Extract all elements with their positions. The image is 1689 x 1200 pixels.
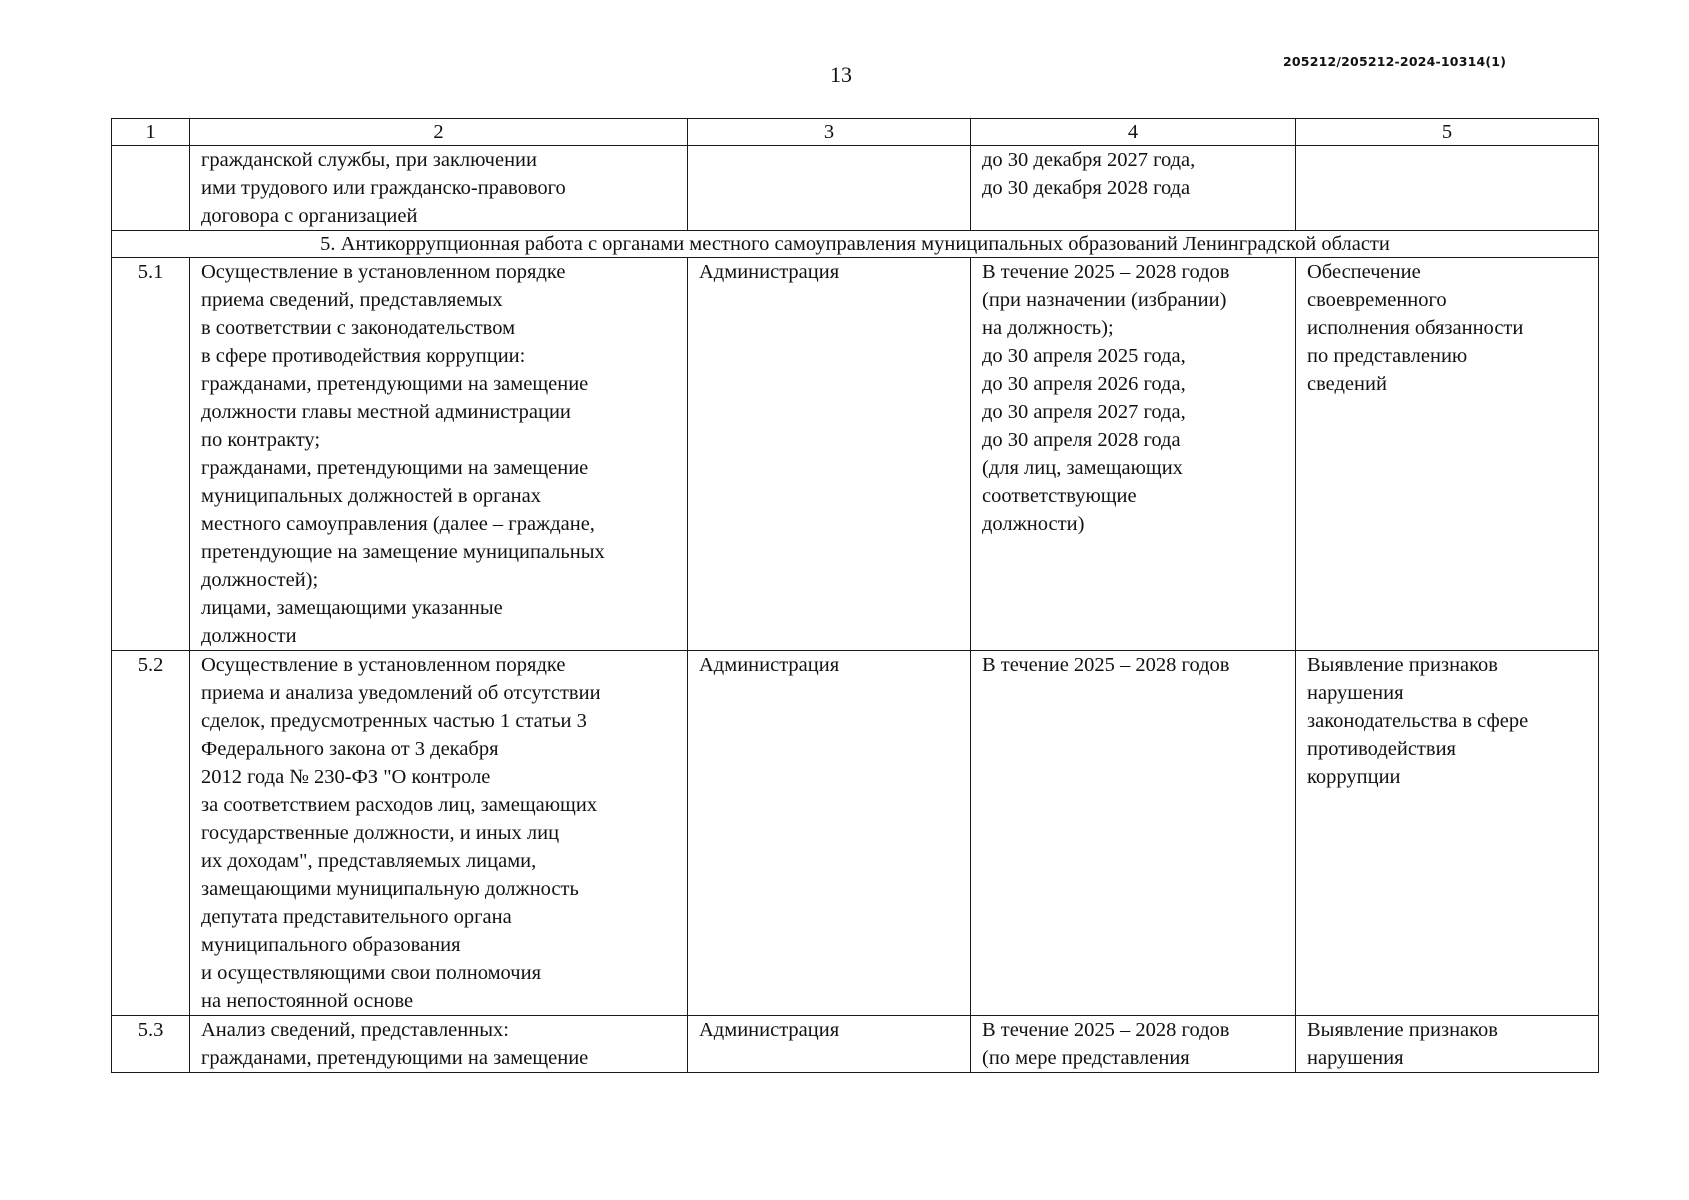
measure-line: Федерального закона от 3 декабря xyxy=(201,738,499,760)
table-row xyxy=(112,651,1599,1016)
result-line: исполнения обязанности xyxy=(1307,317,1524,339)
page-number: 13 xyxy=(830,62,852,87)
executor-cell: Администрация xyxy=(688,1016,971,1073)
measure-line: муниципального образования xyxy=(201,934,461,956)
deadline-cell xyxy=(971,651,1296,1016)
measure-line: за соответствием расходов лиц, замещающих xyxy=(201,794,598,816)
result-lines xyxy=(1307,1016,1588,1072)
measure-lines xyxy=(201,258,677,650)
document-id: 205212/205212-2024-10314(1) xyxy=(1283,54,1507,69)
deadline-line: В течение 2025 – 2028 годов xyxy=(982,654,1230,676)
continuation-measure-line: ими трудового или гражданско-правового xyxy=(201,177,566,199)
deadline-line: соответствующие xyxy=(982,485,1137,507)
measure-line: государственные должности, и иных лиц xyxy=(201,822,560,844)
measure-line: сделок, предусмотренных частью 1 статьи 3 xyxy=(201,710,587,732)
result-line: нарушения xyxy=(1307,682,1404,704)
deadline-line: В течение 2025 – 2028 годов xyxy=(982,261,1230,283)
deadline-lines xyxy=(982,651,1285,679)
continuation-measure-cell xyxy=(190,146,688,231)
measure-line: гражданами, претендующими на замещение xyxy=(201,1047,589,1069)
deadline-line: до 30 апреля 2028 года xyxy=(982,429,1181,451)
table-row xyxy=(112,258,1599,651)
table-row xyxy=(112,1016,1599,1073)
deadline-line: В течение 2025 – 2028 годов xyxy=(982,1019,1230,1041)
measure-lines xyxy=(201,651,677,1015)
executor-cell: Администрация xyxy=(688,651,971,1016)
measure-line: замещающими муниципальную должность xyxy=(201,878,579,900)
deadline-line: должности) xyxy=(982,513,1085,535)
measure-line: лицами, замещающими указанные xyxy=(201,597,503,619)
measure-cell xyxy=(190,1016,688,1073)
result-line: Обеспечение xyxy=(1307,261,1421,283)
measure-cell xyxy=(190,651,688,1016)
column-number-1: 1 xyxy=(112,119,190,146)
column-number-4: 4 xyxy=(971,119,1296,146)
measure-line: Осуществление в установленном порядке xyxy=(201,654,566,676)
measure-line: и осуществляющими свои полномочия xyxy=(201,962,541,984)
row-number: 5.3 xyxy=(112,1016,190,1073)
result-cell xyxy=(1296,1016,1599,1073)
measure-line: по контракту; xyxy=(201,429,321,451)
measure-line: гражданами, претендующими на замещение xyxy=(201,457,589,479)
deadline-line: (при назначении (избрании) xyxy=(982,289,1227,311)
measure-line: гражданами, претендующими на замещение xyxy=(201,373,589,395)
deadline-line: на должность); xyxy=(982,317,1114,339)
continuation-executor-cell xyxy=(688,146,971,231)
measure-line: претендующие на замещение муниципальных xyxy=(201,541,605,563)
measure-line: муниципальных должностей в органах xyxy=(201,485,541,507)
result-line: Выявление признаков xyxy=(1307,1019,1498,1041)
measure-cell xyxy=(190,258,688,651)
column-number-3: 3 xyxy=(688,119,971,146)
result-line: Выявление признаков xyxy=(1307,654,1498,676)
measure-line: должности xyxy=(201,625,297,647)
measure-line: местного самоуправления (далее – граждане, xyxy=(201,513,595,535)
continuation-deadline-line: до 30 декабря 2027 года, xyxy=(982,149,1196,171)
continuation-deadline-cell xyxy=(971,146,1296,231)
plan-table xyxy=(111,118,1599,1073)
measure-lines xyxy=(201,1016,677,1072)
column-number-2: 2 xyxy=(190,119,688,146)
deadline-line: до 30 апреля 2027 года, xyxy=(982,401,1186,423)
result-line: своевременного xyxy=(1307,289,1447,311)
measure-line: должностей); xyxy=(201,569,319,591)
measure-line: приема сведений, представляемых xyxy=(201,289,503,311)
deadline-line: до 30 апреля 2025 года, xyxy=(982,345,1186,367)
deadline-cell xyxy=(971,1016,1296,1073)
continuation-num-cell xyxy=(112,146,190,231)
measure-line: на непостоянной основе xyxy=(201,990,414,1012)
measure-line: их доходам", представляемых лицами, xyxy=(201,850,537,872)
result-line: по представлению xyxy=(1307,345,1468,367)
result-line: сведений xyxy=(1307,373,1387,395)
result-lines xyxy=(1307,651,1588,791)
row-number: 5.1 xyxy=(112,258,190,651)
plan-table-container xyxy=(111,118,1598,1073)
continuation-deadline-lines xyxy=(982,146,1285,202)
result-line: нарушения xyxy=(1307,1047,1404,1069)
result-cell xyxy=(1296,651,1599,1016)
executor-cell: Администрация xyxy=(688,258,971,651)
deadline-lines xyxy=(982,258,1285,538)
deadline-lines xyxy=(982,1016,1285,1072)
deadline-line: (для лиц, замещающих xyxy=(982,457,1183,479)
result-line: коррупции xyxy=(1307,766,1401,788)
column-number-header-row xyxy=(112,119,1599,146)
section-heading-row xyxy=(112,231,1599,258)
column-number-5: 5 xyxy=(1296,119,1599,146)
measure-line: депутата представительного органа xyxy=(201,906,512,928)
continuation-result-cell xyxy=(1296,146,1599,231)
row-number: 5.2 xyxy=(112,651,190,1016)
measure-line: Осуществление в установленном порядке xyxy=(201,261,566,283)
measure-line: должности главы местной администрации xyxy=(201,401,571,423)
continuation-measure-lines xyxy=(201,146,677,230)
result-cell xyxy=(1296,258,1599,651)
measure-line: в сфере противодействия коррупции: xyxy=(201,345,526,367)
deadline-cell xyxy=(971,258,1296,651)
measure-line: 2012 года № 230-ФЗ "О контроле xyxy=(201,766,491,788)
result-lines xyxy=(1307,258,1588,398)
measure-line: Анализ сведений, представленных: xyxy=(201,1019,509,1041)
result-line: противодействия xyxy=(1307,738,1456,760)
result-line: законодательства в сфере xyxy=(1307,710,1529,732)
continuation-measure-line: договора с организацией xyxy=(201,205,418,227)
continuation-measure-line: гражданской службы, при заключении xyxy=(201,149,537,171)
continuation-row xyxy=(112,146,1599,231)
section-title: 5. Антикоррупционная работа с органами местного самоуправления муниципальных образований Ленинградской области xyxy=(112,231,1599,258)
measure-line: приема и анализа уведомлений об отсутствии xyxy=(201,682,601,704)
deadline-line: до 30 апреля 2026 года, xyxy=(982,373,1186,395)
continuation-deadline-line: до 30 декабря 2028 года xyxy=(982,177,1191,199)
deadline-line: (по мере представления xyxy=(982,1047,1190,1069)
measure-line: в соответствии с законодательством xyxy=(201,317,516,339)
